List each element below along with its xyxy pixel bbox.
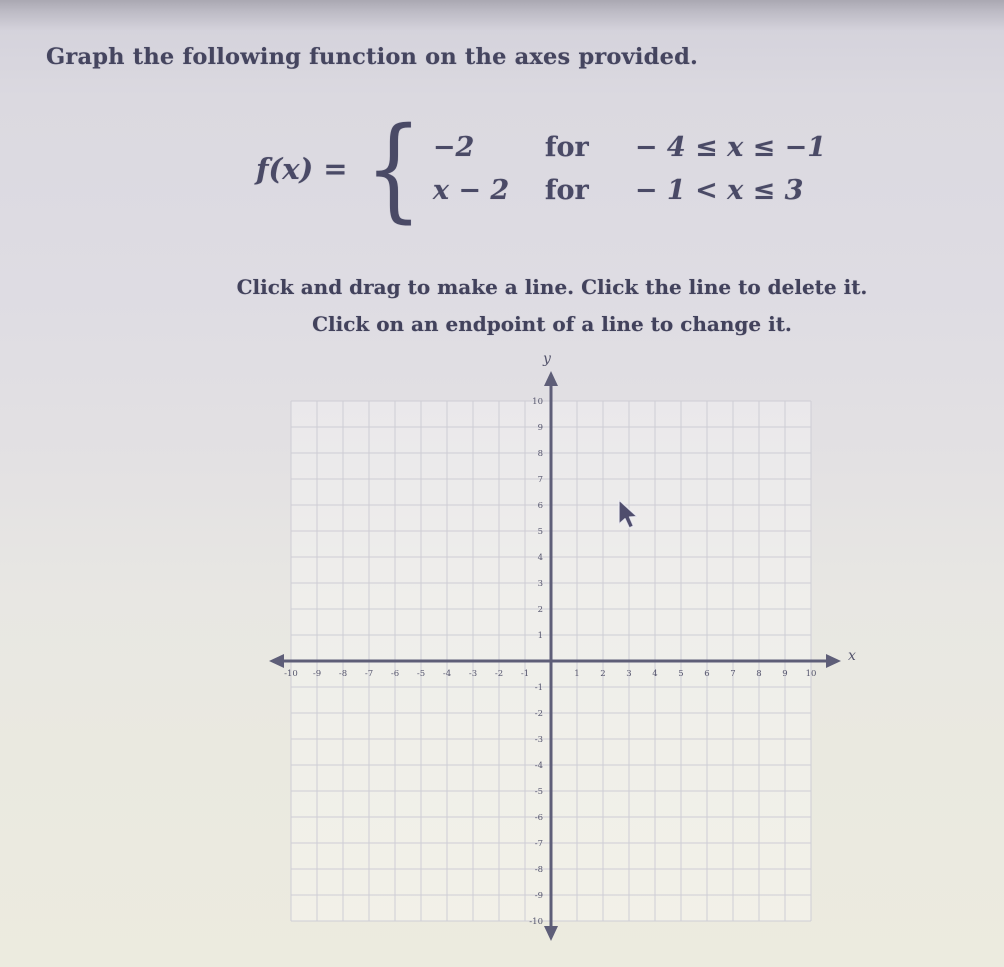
x-tick-label: 9 [782,669,788,679]
x-tick-label: 8 [756,669,762,679]
y-tick-label: -2 [534,709,543,719]
y-tick-label: 9 [537,423,543,433]
x-tick-label: 2 [600,669,606,679]
y-tick-label: 2 [537,605,543,615]
piece-1-keyword: for [544,132,589,164]
x-tick-label: -6 [390,669,400,679]
x-tick-label: -8 [338,669,348,679]
x-axis-right-arrow-icon [826,654,841,668]
y-tick-label: -8 [534,865,543,875]
instructions-line-2: Click on an endpoint of a line to change it. [312,312,792,336]
mouse-pointer-icon [616,498,642,536]
x-tick-label: -5 [416,669,426,679]
y-tick-label: -10 [529,917,543,927]
y-tick-label: -4 [534,761,543,771]
y-tick-label: 3 [537,579,543,589]
x-tick-label: -10 [284,669,298,679]
y-tick-label: -7 [534,839,543,849]
x-tick-label: 3 [626,669,632,679]
x-axis-label: x [848,648,856,664]
x-tick-label: -4 [442,669,452,679]
left-brace: { [364,104,422,234]
piece-2-keyword: for [544,175,589,207]
x-tick-label: 1 [574,669,580,679]
instructions-line-1: Click and drag to make a line. Click the line to delete it. [236,275,868,299]
piece-2-expression: x − 2 [432,175,510,207]
x-tick-label: -2 [494,669,504,679]
y-tick-label: 5 [537,527,543,537]
y-tick-label: -5 [534,787,543,797]
x-tick-label: -9 [312,669,322,679]
y-tick-label: -9 [534,891,543,901]
y-tick-label: -3 [534,735,543,745]
y-tick-label: 6 [537,501,543,511]
x-tick-label: -7 [364,669,374,679]
y-tick-label: 7 [537,475,543,485]
x-axis-left-arrow-icon [269,654,284,668]
y-tick-label: -6 [534,813,543,823]
y-tick-label: 1 [537,631,543,641]
y-tick-label: 8 [537,449,543,459]
piece-2-condition: − 1 < x ≤ 3 [634,175,804,207]
x-tick-label: 6 [704,669,710,679]
x-tick-label: 5 [678,669,684,679]
y-tick-label: 10 [532,397,543,407]
x-tick-label: -3 [468,669,478,679]
x-tick-label: 4 [652,669,658,679]
x-tick-label: -1 [520,669,530,679]
x-tick-label: 7 [730,669,736,679]
function-lhs: f(x) = [256,152,348,187]
x-tick-label: 10 [805,669,817,679]
page-title: Graph the following function on the axes provided. [46,44,699,70]
y-axis-bottom-arrow-icon [544,926,558,941]
y-tick-label: 4 [537,553,543,563]
y-tick-label: -1 [534,683,543,693]
y-axis-label: y [543,351,551,367]
y-axis-top-arrow-icon [544,371,558,386]
piece-1-condition: − 4 ≤ x ≤ −1 [634,132,827,164]
piece-1-expression: −2 [432,132,475,164]
